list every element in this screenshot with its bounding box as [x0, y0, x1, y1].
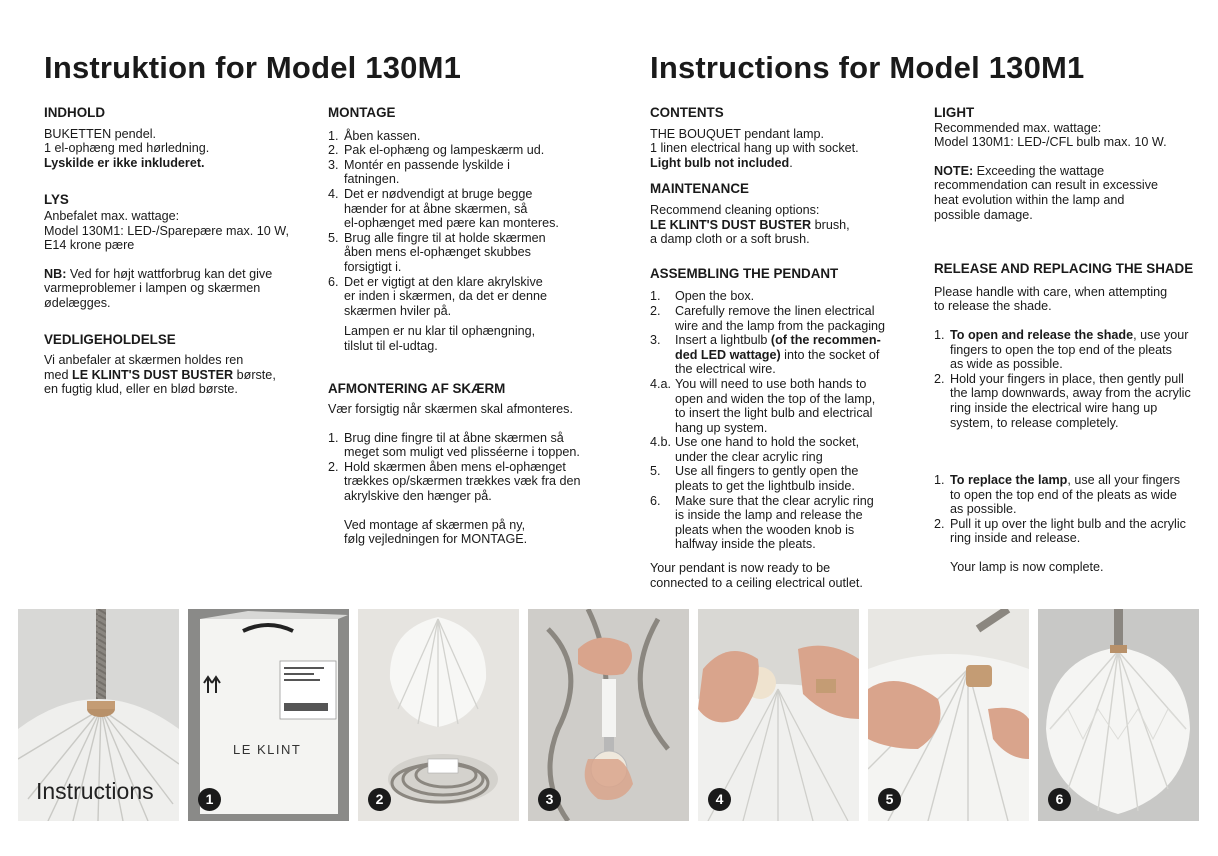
list-item — [650, 464, 915, 493]
text-line: to open the top end of the pleats as wide — [950, 487, 1177, 502]
text-line: THE BOUQUET pendant lamp. — [650, 126, 825, 141]
text-line: to release the shade. — [934, 299, 1052, 314]
step-badge: 5 — [878, 788, 901, 811]
note-label: NOTE: — [934, 163, 974, 178]
section-heading: MONTAGE — [328, 105, 396, 120]
open-release-steps — [934, 328, 1202, 430]
step-photo-2 — [358, 609, 519, 821]
text-line: Carefully remove the linen electrical — [675, 303, 875, 318]
step-photo-4 — [698, 609, 859, 821]
text-line: into the socket of — [780, 347, 880, 362]
text-line: Model 130M1: LED-/CFL bulb max. 10 W. — [934, 135, 1167, 150]
list-item — [328, 143, 603, 158]
step-number: 3. — [328, 157, 339, 172]
text-line: halfway inside the pleats. — [675, 537, 816, 552]
text-line: system, to release completely. — [950, 415, 1119, 430]
text-line: Ved montage af skærmen på ny, — [344, 517, 526, 532]
text-line: , use your — [1133, 327, 1189, 342]
text-line: E14 krone pære — [44, 238, 135, 253]
text-line: følg vejledningen for MONTAGE. — [344, 532, 528, 547]
text-line: børste, — [233, 367, 276, 382]
step-number: 6. — [650, 493, 661, 508]
text-line: Vær forsigtig når skærmen skal afmonteres. — [328, 402, 573, 417]
danish-title: Instruktion for Model 130M1 — [44, 50, 462, 85]
text-line: ring inside the electrical wire hang up — [950, 400, 1158, 415]
list-item — [650, 435, 915, 464]
photo-strip — [18, 609, 1199, 821]
text-line: skærmen hviler på. — [344, 303, 452, 318]
cover-photo — [18, 609, 179, 821]
text-line: Make sure that the clear acrylic ring — [675, 493, 874, 508]
text-line: ring inside and release. — [950, 531, 1081, 546]
danish-assembly-section — [328, 106, 603, 354]
text-line: Exceeding the wattage — [973, 163, 1105, 178]
text-line: connected to a ceiling electrical outlet. — [650, 575, 863, 590]
text-line-bold: (of the recommen- — [770, 333, 881, 348]
text-line: heat evolution within the lamp and — [934, 192, 1125, 207]
text-line: Det er nødvendigt at bruge begge — [344, 186, 533, 201]
list-item — [328, 231, 603, 275]
list-item — [328, 431, 603, 460]
text-line: Recommended max. wattage: — [934, 120, 1102, 135]
text-line: trækkes op/skærmen trækkes væk fra den — [344, 474, 581, 489]
brand-name: LE KLINT'S DUST BUSTER — [72, 367, 234, 382]
text-line: Åben kassen. — [344, 128, 421, 143]
step-photo-5 — [868, 609, 1029, 821]
step-number: 4. — [328, 186, 339, 201]
text-line: Anbefalet max. wattage: — [44, 208, 180, 223]
english-maintenance-section — [650, 182, 915, 246]
text-line-bold: To replace the lamp — [950, 473, 1068, 488]
step-number: 1. — [328, 128, 339, 143]
danish-removal-steps — [328, 431, 603, 504]
text-line: Your pendant is now ready to be — [650, 561, 831, 576]
text-line: Recommend cleaning options: — [650, 202, 820, 217]
text-line: recommendation can result in excessive — [934, 178, 1158, 193]
text-line: the lamp downwards, away from the acrylic — [950, 386, 1191, 401]
english-contents-section — [650, 106, 915, 170]
text-line: åben mens el-ophænget skubbes — [344, 245, 531, 260]
english-column-1 — [650, 106, 915, 590]
text-line: Pull it up over the light bulb and the acrylic — [950, 516, 1186, 531]
text-line: pleats to get the lightbulb inside. — [675, 479, 855, 494]
text-line: You will need to use both hands to — [675, 376, 867, 391]
english-assembly-steps — [650, 289, 915, 552]
text-line: as possible. — [950, 502, 1017, 517]
step-badge: 1 — [198, 788, 221, 811]
text-line: 1 linen electrical hang up with socket. — [650, 141, 859, 156]
step-photo-6 — [1038, 609, 1199, 821]
text-line: Use all fingers to gently open the — [675, 464, 859, 479]
english-release-section — [934, 262, 1202, 575]
danish-contents-section — [44, 106, 309, 170]
brand-name: LE KLINT'S DUST BUSTER — [650, 217, 812, 232]
list-item — [328, 187, 603, 231]
list-item — [328, 275, 603, 319]
danish-column-2 — [328, 106, 603, 547]
list-item — [650, 494, 915, 552]
text-line-bold: Light bulb not included — [650, 155, 790, 170]
text-line: Your lamp is now complete. — [950, 560, 1104, 575]
list-item — [934, 517, 1202, 546]
section-heading: CONTENTS — [650, 105, 724, 120]
section-heading: MAINTENANCE — [650, 181, 749, 197]
text-line: wire and the lamp from the packaging — [675, 318, 886, 333]
step-number: 2. — [934, 516, 945, 531]
list-item — [650, 289, 915, 304]
list-item — [650, 377, 915, 435]
english-column-2 — [934, 106, 1202, 575]
text-line: as wide as possible. — [950, 357, 1063, 372]
step-photo-3 — [528, 609, 689, 821]
text-line: tilslut til el-udtag. — [344, 338, 438, 353]
text-line: Brug dine fingre til at åbne skærmen så — [344, 430, 564, 445]
step-number: 3. — [650, 333, 661, 348]
text-line: Montér en passende lyskilde i — [344, 157, 510, 172]
text-line: hang up system. — [675, 420, 768, 435]
step-number: 4.b. — [650, 435, 672, 450]
text-line: . — [789, 155, 793, 170]
text-line: Hold your fingers in place, then gently pull — [950, 371, 1184, 386]
text-line: a damp cloth or a soft brush. — [650, 232, 810, 247]
section-heading: AFMONTERING AF SKÆRM — [328, 380, 506, 396]
list-item — [328, 129, 603, 144]
step-badge: 3 — [538, 788, 561, 811]
step-number: 5. — [328, 230, 339, 245]
danish-assembly-steps — [328, 129, 603, 319]
text-line: Ved for højt wattforbrug kan det give — [66, 266, 273, 281]
replace-steps — [934, 473, 1202, 546]
step-number: 2. — [328, 459, 339, 474]
section-heading: RELEASE AND REPLACING THE SHADE — [934, 261, 1194, 277]
text-line: Vi anbefaler at skærmen holdes ren — [44, 353, 244, 368]
list-item — [934, 372, 1202, 430]
step-number: 2. — [934, 371, 945, 386]
list-item — [934, 328, 1202, 372]
text-line: med — [44, 367, 72, 382]
note-label: NB: — [44, 266, 67, 281]
list-item — [650, 304, 915, 333]
step-number: 4.a. — [650, 376, 672, 391]
section-heading: VEDLIGEHOLDELSE — [44, 331, 176, 347]
text-line: Brug alle fingre til at holde skærmen — [344, 230, 546, 245]
text-line: 1 el-ophæng med hørledning. — [44, 141, 210, 156]
text-line: el-ophænget med pære kan monteres. — [344, 216, 559, 231]
english-assembly-section — [650, 267, 915, 590]
text-line-bold: To open and release the shade — [950, 327, 1134, 342]
text-line: ødelægges. — [44, 295, 111, 310]
step-photo-1 — [188, 609, 349, 821]
step-badge: 2 — [368, 788, 391, 811]
section-heading: ASSEMBLING THE PENDANT — [650, 265, 839, 281]
danish-maintenance-section — [44, 333, 309, 397]
text-line-bold: Lyskilde er ikke inkluderet. — [44, 155, 205, 170]
text-line: forsigtigt i. — [344, 259, 402, 274]
text-line: the electrical wire. — [675, 362, 776, 377]
text-line: Please handle with care, when attempting — [934, 284, 1168, 299]
text-line: Model 130M1: LED-/Sparepære max. 10 W, — [44, 223, 289, 238]
list-item — [934, 473, 1202, 517]
text-line: pleats when the wooden knob is — [675, 522, 855, 537]
text-line: Pak el-ophæng og lampeskærm ud. — [344, 143, 545, 158]
cover-label: Instructions — [36, 778, 154, 804]
box-brand-text: LE KLINT — [233, 742, 302, 757]
step-number: 2. — [328, 143, 339, 158]
english-title: Instructions for Model 130M1 — [650, 50, 1085, 85]
step-badge: 6 — [1048, 788, 1071, 811]
list-item — [328, 158, 603, 187]
text-line: brush, — [811, 217, 850, 232]
text-line: possible damage. — [934, 207, 1033, 222]
text-line: varmeproblemer i lampen og skærmen — [44, 281, 261, 296]
step-badge: 4 — [708, 788, 731, 811]
list-item — [328, 460, 603, 504]
danish-column-1 — [44, 106, 309, 397]
text-line: fingers to open the top end of the pleats — [950, 342, 1172, 357]
text-line: , use all your fingers — [1067, 473, 1181, 488]
danish-removal-section — [328, 382, 603, 547]
step-number: 1. — [934, 473, 945, 488]
text-line: Det er vigtigt at den klare akrylskive — [344, 274, 543, 289]
text-line: is inside the lamp and release the — [675, 508, 863, 523]
text-line: er inden i skærmen, da det er denne — [344, 289, 548, 304]
section-heading: INDHOLD — [44, 105, 105, 120]
step-number: 5. — [650, 464, 661, 479]
step-number: 6. — [328, 274, 339, 289]
step-number: 1. — [650, 289, 661, 304]
text-line: under the clear acrylic ring — [675, 449, 823, 464]
text-line: Insert a lightbulb — [675, 333, 771, 348]
text-line-bold: ded LED wattage) — [675, 347, 781, 362]
text-line: Open the box. — [675, 289, 755, 304]
section-heading: LIGHT — [934, 105, 975, 120]
text-line: akrylskive den hænger på. — [344, 489, 492, 504]
text-line: Use one hand to hold the socket, — [675, 435, 860, 450]
text-line: Lampen er nu klar til ophængning, — [344, 324, 536, 339]
text-line: fatningen. — [344, 172, 400, 187]
step-number: 2. — [650, 303, 661, 318]
text-line: meget som muligt ved plisséerne i toppen. — [344, 445, 580, 460]
text-line: Hold skærmen åben mens el-ophænget — [344, 459, 566, 474]
text-line: to insert the light bulb and electrical — [675, 406, 873, 421]
text-line: open and widen the top of the lamp, — [675, 391, 876, 406]
text-line: BUKETTEN pendel. — [44, 126, 156, 141]
section-heading: LYS — [44, 192, 69, 208]
danish-light-section — [44, 193, 309, 310]
list-item — [650, 333, 915, 377]
step-number: 1. — [328, 430, 339, 445]
step-number: 1. — [934, 327, 945, 342]
english-light-section — [934, 106, 1202, 222]
text-line: en fugtig klud, eller en blød børste. — [44, 382, 238, 397]
text-line: hænder for at åbne skærmen, så — [344, 201, 528, 216]
